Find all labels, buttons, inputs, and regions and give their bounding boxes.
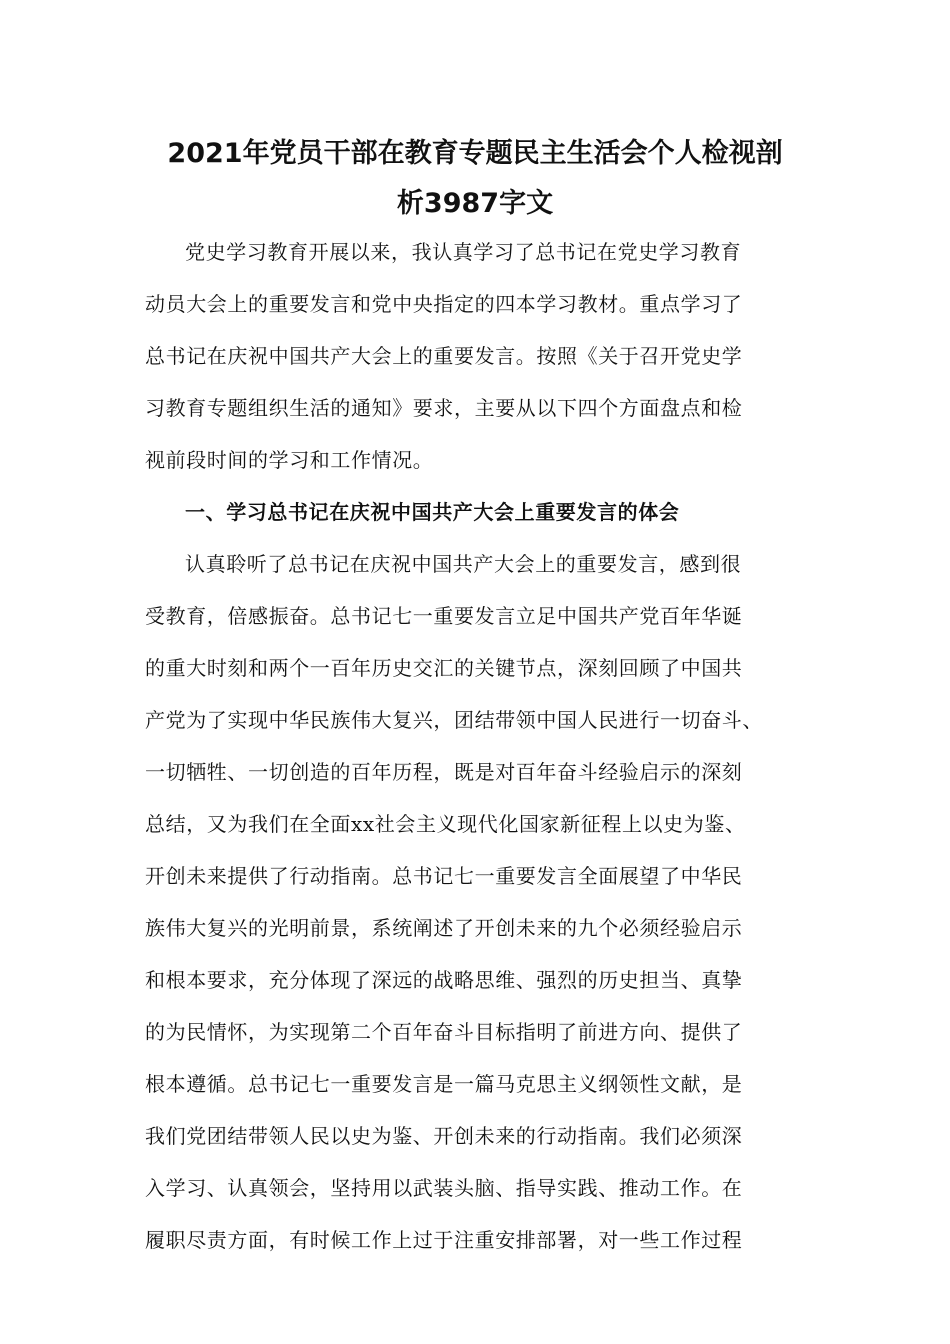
paragraph-line: 动员大会上的重要发言和党中央指定的四本学习教材。重点学习了	[145, 292, 743, 316]
paragraph-line: 产党为了实现中华民族伟大复兴，团结带领中国人民进行一切奋斗、	[145, 708, 763, 732]
paragraph-line: 根本遵循。总书记七一重要发言是一篇马克思主义纲领性文献，是	[145, 1072, 743, 1096]
paragraph-line: 认真聆听了总书记在庆祝中国共产大会上的重要发言，感到很	[185, 552, 742, 576]
paragraph-line: 的为民情怀，为实现第二个百年奋斗目标指明了前进方向、提供了	[145, 1020, 743, 1044]
paragraph-line: 党史学习教育开展以来，我认真学习了总书记在党史学习教育	[185, 240, 742, 264]
section-heading: 一、学习总书记在庆祝中国共产大会上重要发言的体会	[185, 500, 680, 524]
paragraph-line: 习教育专题组织生活的通知》要求，主要从以下四个方面盘点和检	[145, 396, 743, 420]
document-title-line-1: 2021年党员干部在教育专题民主生活会个人检视剖	[167, 138, 783, 169]
paragraph-line: 总结，又为我们在全面xx社会主义现代化国家新征程上以史为鉴、	[145, 812, 746, 836]
paragraph-line: 族伟大复兴的光明前景，系统阐述了开创未来的九个必须经验启示	[145, 916, 743, 940]
document-title-line-2: 析3987字文	[396, 188, 554, 219]
paragraph-line: 的重大时刻和两个一百年历史交汇的关键节点，深刻回顾了中国共	[145, 656, 743, 680]
paragraph-line: 和根本要求，充分体现了深远的战略思维、强烈的历史担当、真挚	[145, 968, 743, 992]
paragraph-line: 我们党团结带领人民以史为鉴、开创未来的行动指南。我们必须深	[145, 1124, 743, 1148]
paragraph-line: 履职尽责方面，有时候工作上过于注重安排部署，对一些工作过程	[145, 1228, 743, 1252]
paragraph-line: 开创未来提供了行动指南。总书记七一重要发言全面展望了中华民	[145, 864, 743, 888]
paragraph-line: 一切牺牲、一切创造的百年历程，既是对百年奋斗经验启示的深刻	[145, 760, 743, 784]
paragraph-line: 视前段时间的学习和工作情况。	[145, 448, 434, 472]
paragraph-line: 总书记在庆祝中国共产大会上的重要发言。按照《关于召开党史学	[145, 344, 743, 368]
paragraph-line: 受教育，倍感振奋。总书记七一重要发言立足中国共产党百年华诞	[145, 604, 743, 628]
paragraph-line: 入学习、认真领会，坚持用以武装头脑、指导实践、推动工作。在	[145, 1176, 743, 1200]
